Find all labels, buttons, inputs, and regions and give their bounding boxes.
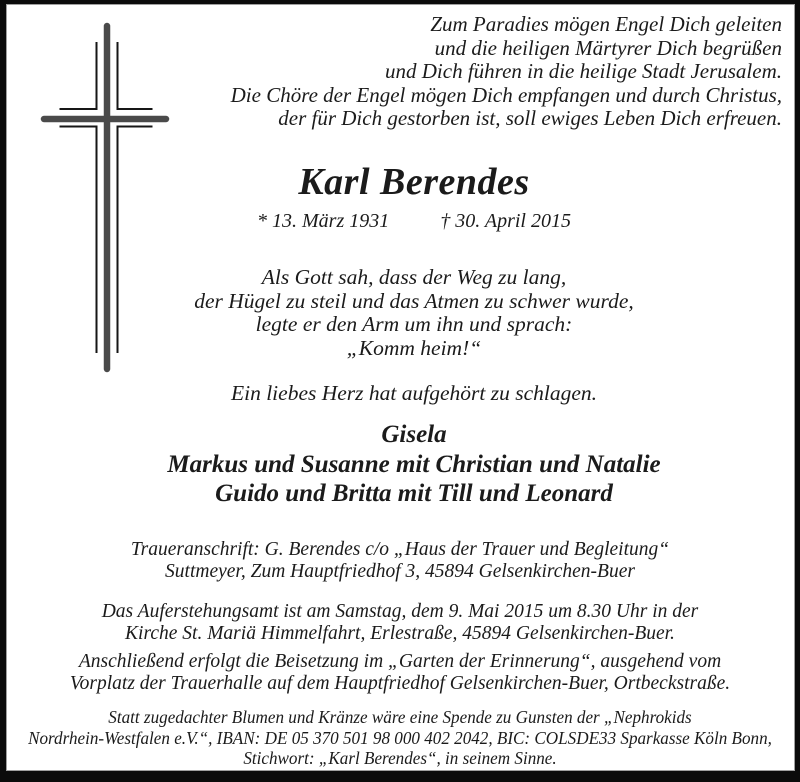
poem-line: „Komm heim!“	[346, 335, 482, 360]
death-date: † 30. April 2015	[440, 210, 571, 232]
burial-info	[0, 651, 800, 696]
birth-date: * 13. März 1931	[257, 210, 390, 232]
donation-request	[20, 707, 780, 769]
burial-line: Vorplatz der Trauerhalle auf dem Hauptfriedhof Gelsenkirchen-Buer, Ortbeckstraße.	[69, 673, 731, 695]
mourners-list	[14, 420, 800, 509]
burial-line: Anschließend erfolgt die Beisetzung im „Garten der Erinnerung“, ausgehend vom	[78, 651, 722, 672]
verse-line: Zum Paradies mögen Engel Dich geleiten	[430, 12, 782, 36]
verse-line: Die Chöre der Engel mögen Dich empfangen und durch Christus,	[230, 82, 782, 107]
cross-icon	[0, 0, 200, 390]
service-line: Das Auferstehungsamt ist am Samstag, dem 9. Mai 2015 um 8.30 Uhr in der	[101, 601, 699, 622]
address-line: Suttmeyer, Zum Hauptfriedhof 3, 45894 Gelsenkirchen-Buer	[165, 561, 635, 583]
funeral-service-info	[0, 601, 800, 646]
service-line: Kirche St. Mariä Himmelfahrt, Erlestraße, 45894 Gelsenkirchen-Buer.	[125, 623, 675, 645]
verse-line: der für Dich gestorben ist, soll ewiges Leben Dich erfreuen.	[278, 106, 782, 130]
mourner-line: Markus und Susanne mit Christian und Natalie	[167, 450, 661, 478]
donation-line: Statt zugedachter Blumen und Kränze wäre eine Spende zu Gunsten der „Nephrokids	[108, 707, 692, 727]
epitaph-line: Ein liebes Herz hat aufgehört zu schlagen.	[230, 381, 598, 405]
poem-line: der Hügel zu steil und das Atmen zu schwer wurde,	[194, 288, 634, 313]
poem-line: legte er den Arm um ihn und sprach:	[255, 312, 573, 337]
donation-line: Nordrhein-Westfalen e.V.“, IBAN: DE 05 370 501 98 000 402 2042, BIC: COLSDE33 Sparkasse Köln Bonn,	[28, 727, 772, 748]
donation-line: Stichwort: „Karl Berendes“, in seinem Sinne.	[243, 748, 557, 769]
address-line: Traueranschrift: G. Berendes c/o „Haus der Trauer und Begleitung“	[130, 539, 670, 560]
condolence-address	[0, 539, 800, 584]
verse-line: und die heiligen Märtyrer Dich begrüßen	[434, 35, 782, 60]
verse-line: und Dich führen in die heilige Stadt Jerusalem.	[385, 59, 782, 83]
poem-line: Als Gott sah, dass der Weg zu lang,	[261, 265, 567, 289]
deceased-name: Karl Berendes	[298, 161, 530, 203]
mourner-line: Gisela	[381, 421, 447, 448]
mourner-line: Guido und Britta mit Till und Leonard	[215, 480, 613, 508]
